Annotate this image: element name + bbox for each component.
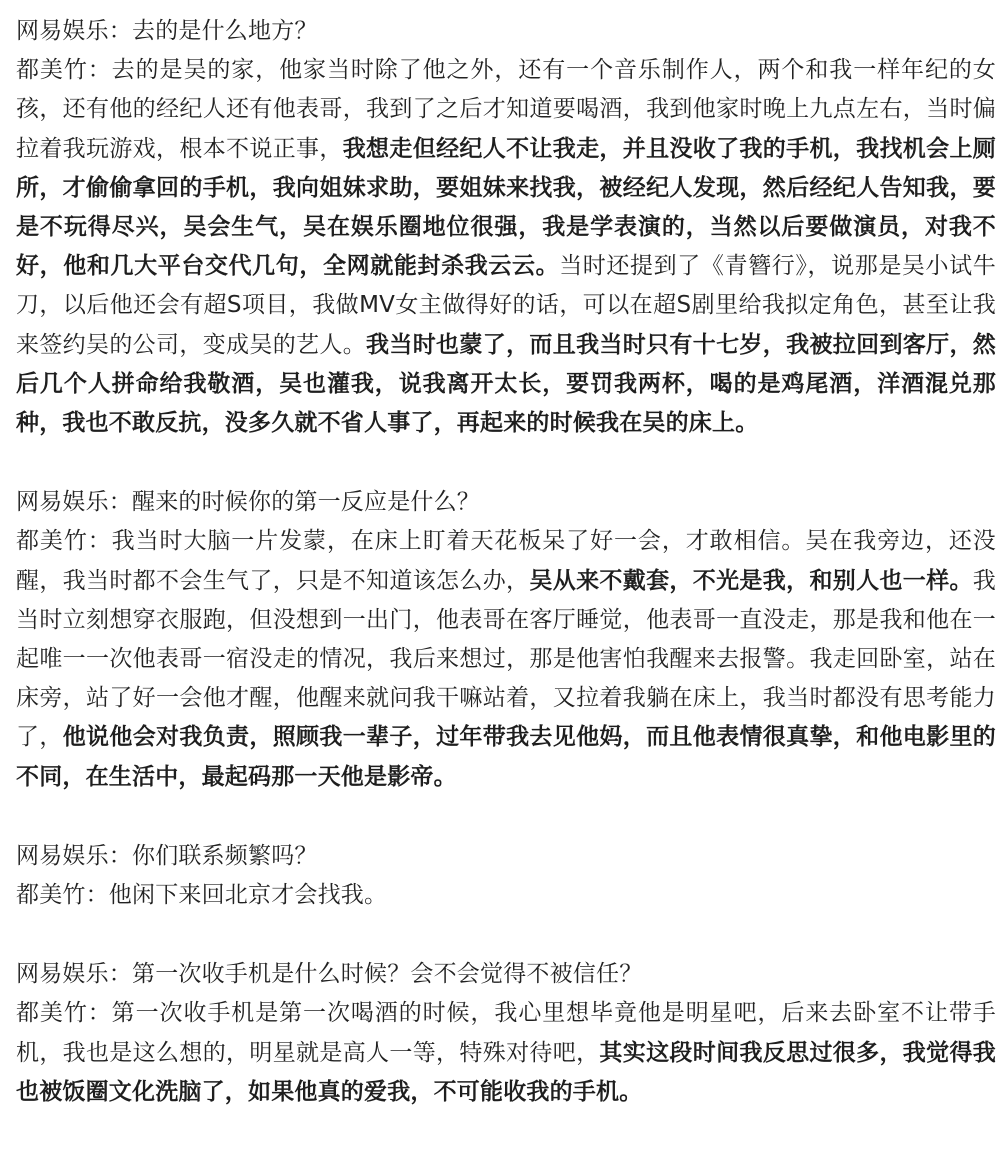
answer-segment: 都美竹：第一次收手机是第一次喝酒的时候，我心里想毕竟他是明星吧，后来去卧室不让带手机，我也是这么想的，明星就是高人一等，特殊对待吧， — [16, 1000, 996, 1066]
answer-segment: 都美竹：我当时大脑一片发蒙，在床上盯着天花板呆了好一会，才敢相信。吴在我旁边，还没醒，我当时都不会生气了，只是不知道该怎么办， — [16, 528, 996, 594]
answer-text — [16, 51, 996, 443]
question-text: 网易娱乐：第一次收手机是什么时候？会不会觉得不被信任？ — [16, 961, 643, 988]
qa-block-3 — [16, 837, 996, 915]
answer-segment: 我当时立刻想穿衣服跑，但没想到一出门，他表哥在客厅睡觉，他表哥一直没走，那是我和他在一起唯一一次他表哥一宿没走的情况，我后来想过，那是他害怕我醒来去报警。我走回卧室，站在床旁，站了好一会他才醒，他醒来就问我干嘛站着，又拉着我躺在床上，我当时都没有思考能力了， — [16, 567, 996, 751]
answer-segment-bold: 吴从来不戴套，不光是我，和别人也一样。 — [529, 567, 973, 594]
answer-segment: 当时还提到了《青簪行》，说那是吴小试牛刀，以后他还会有超S项目，我做MV女主做得好的话，可以在超S剧里给我拟定角色，甚至让我来签约吴的公司，变成吴的艺人。 — [16, 253, 996, 358]
question-text: 网易娱乐：你们联系频繁吗？ — [16, 842, 318, 869]
answer-segment-bold: 我想走但经纪人不让我走，并且没收了我的手机，我找机会上厕所，才偷偷拿回的手机，我向姐妹求助，要姐妹来找我，被经纪人发现，然后经纪人告知我，要是不玩得尽兴，吴会生气，吴在娱乐圈地位很强，我是学表演的，当然以后要做演员，对我不好，他和几大平台交代几句，全网就能封杀我云云。 — [16, 135, 996, 280]
answer-segment: 都美竹：他闲下来回北京才会找我。 — [16, 882, 388, 909]
question-text: 网易娱乐：醒来的时候你的第一反应是什么？ — [16, 489, 480, 516]
qa-block-1 — [16, 12, 996, 443]
qa-block-2 — [16, 483, 996, 797]
answer-text — [16, 522, 996, 796]
answer-text — [16, 876, 996, 915]
answer-segment: 都美竹：去的是吴的家，他家当时除了他之外，还有一个音乐制作人，两个和我一样年纪的女孩，还有他的经纪人还有他表哥，我到了之后才知道要喝酒，我到他家时晚上九点左右，当时偏拉着我玩游戏，根本不说正事， — [16, 57, 996, 162]
question-text: 网易娱乐：去的是什么地方？ — [16, 18, 318, 44]
answer-segment-bold: 其实这段时间我反思过很多，我觉得我也被饭圈文化洗脑了，如果他真的爱我，不可能收我的手机。 — [16, 1039, 997, 1105]
answer-segment-bold: 我当时也蒙了，而且我当时只有十七岁，我被拉回到客厅，然后几个人拼命给我敬酒，吴也灌我，说我离开太长，要罚我两杯，喝的是鸡尾酒，洋酒混兑那种，我也不敢反抗，没多久就不省人事了，再起来的时候我在吴的床上。 — [16, 331, 996, 437]
qa-block-4 — [16, 955, 996, 1112]
answer-segment-bold: 他说他会对我负责，照顾我一辈子，过年带我去见他妈，而且他表情很真挚，和他电影里的不同，在生活中，最起码那一天他是影帝。 — [16, 724, 997, 790]
answer-text — [16, 994, 996, 1112]
